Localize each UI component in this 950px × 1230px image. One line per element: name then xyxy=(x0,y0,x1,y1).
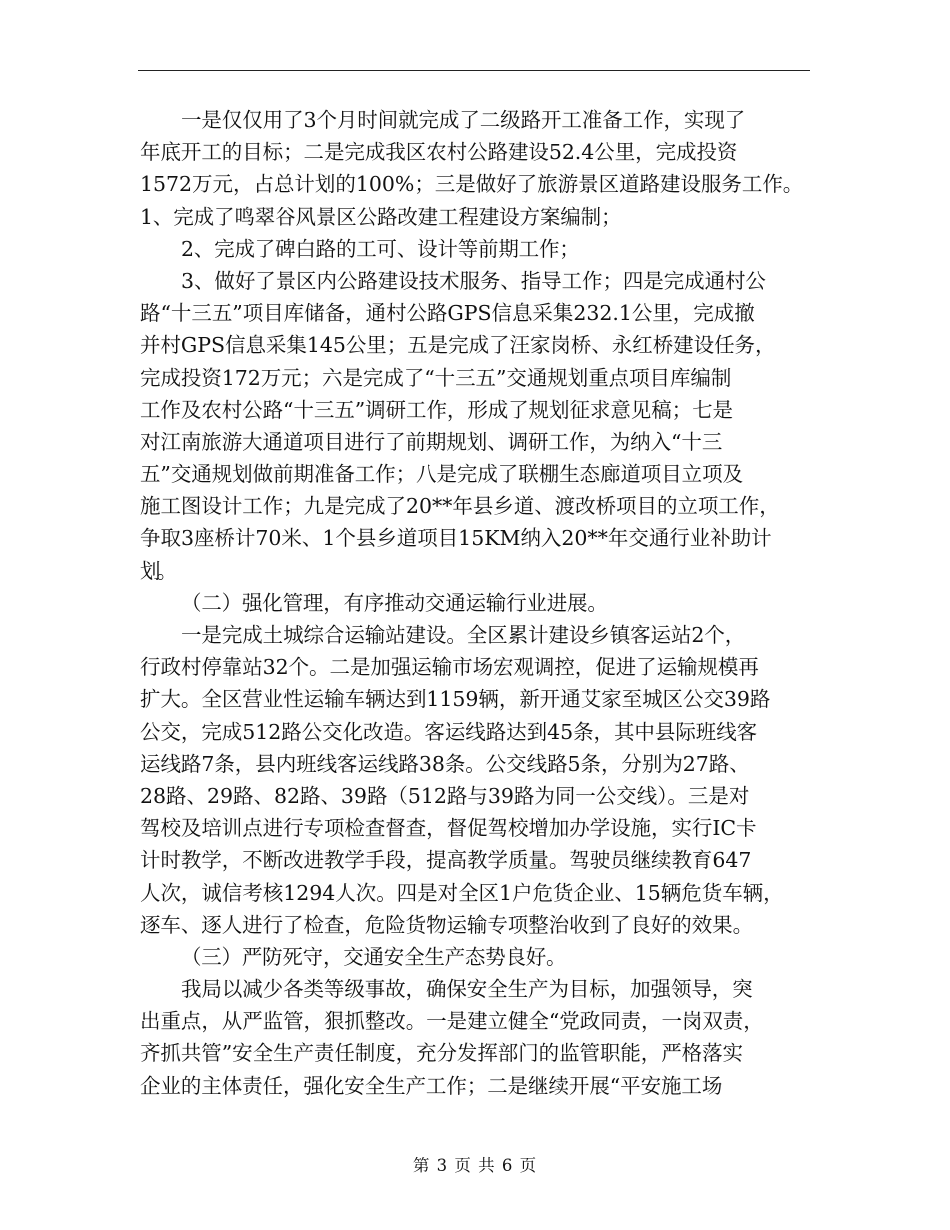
text-line: 争取3座桥计70米、1个县乡道项目15KM纳入20**年交通行业补助计 xyxy=(140,526,772,551)
document-body xyxy=(140,104,820,1102)
text-line: 并村GPS信息采集145公里；五是完成了汪家岗桥、永红桥建设任务， xyxy=(140,333,776,358)
text-line: 人次，诚信考核1294人次。四是对全区1户危货企业、15辆危货车辆， xyxy=(140,880,784,905)
text-line: 一是完成土城综合运输站建设。全区累计建设乡镇客运站2个， xyxy=(181,623,746,647)
text-line: 逐车、逐人进行了检查，危险货物运输专项整治收到了良好的效果。 xyxy=(140,912,753,937)
text-line: 3、做好了景区内公路建设技术服务、指导工作；四是完成通村公 xyxy=(181,268,766,293)
text-line: 五”交通规划做前期准备工作；八是完成了联棚生态廊道项目立项及 xyxy=(140,462,743,487)
text-line: （三）严防死守，交通安全生产态势良好。 xyxy=(181,944,567,969)
header-rule xyxy=(138,70,810,71)
text-line: 我局以减少各类等级事故，确保安全生产为目标，加强领导，突 xyxy=(181,977,753,1002)
text-line: 2、完成了碑白路的工可、设计等前期工作； xyxy=(181,236,580,261)
text-line: 路“十三五”项目库储备，通村公路GPS信息采集232.1公里，完成撤 xyxy=(140,301,755,326)
text-line: 对江南旅游大通道项目进行了前期规划、调研工作，为纳入“十三 xyxy=(140,429,723,454)
text-line: 齐抓共管”安全生产责任制度，充分发挥部门的监管职能，严格落实 xyxy=(140,1041,743,1066)
text-line: 出重点，从严监管，狠抓整改。一是建立健全“党政同责，一岗双责， xyxy=(140,1009,764,1034)
text-line: 企业的主体责任，强化安全生产工作；二是继续开展“平安施工场 xyxy=(140,1073,723,1098)
text-line: 完成投资172万元；六是完成了“十三五”交通规划重点项目库编制 xyxy=(140,365,732,390)
text-line: 一是仅仅用了3个月时间就完成了二级路开工准备工作，实现了 xyxy=(181,108,746,132)
text-line: 划。 xyxy=(140,558,174,583)
text-line: 年底开工的目标；二是完成我区农村公路建设52.4公里，完成投资 xyxy=(140,140,738,165)
page-number-footer: 第 3 页 共 6 页 xyxy=(412,1156,538,1175)
text-line: 1、完成了鸣翠谷风景区公路改建工程建设方案编制； xyxy=(140,204,622,229)
text-line: 驾校及培训点进行专项检查督查，督促驾校增加办学设施，实行IC卡 xyxy=(140,816,757,841)
text-line: 公交，完成512路公交化改造。客运线路达到45条，其中县际班线客 xyxy=(140,719,758,744)
text-line: （二）强化管理，有序推动交通运输行业进展。 xyxy=(181,590,608,615)
text-line: 工作及农村公路“十三五”调研工作，形成了规划征求意见稿；七是 xyxy=(140,397,733,422)
text-line: 计时教学，不断改进教学手段，提高教学质量。驾驶员继续教育647 xyxy=(140,848,752,873)
text-line: 行政村停靠站32个。二是加强运输市场宏观调控，促进了运输规模再 xyxy=(140,655,759,680)
text-line: 运线路7条，县内班线客运线路38条。公交线路5条，分别为27路、 xyxy=(140,751,750,776)
text-line: 1572万元，占总计划的100%；三是做好了旅游景区道路建设服务工作。 xyxy=(140,172,804,197)
text-line: 施工图设计工作；九是完成了20**年县乡道、渡改桥项目的立项工作， xyxy=(140,494,780,519)
text-line: 扩大。全区营业性运输车辆达到1159辆，新开通艾家至城区公交39路 xyxy=(140,687,771,712)
text-line: 28路、29路、82路、39路（512路与39路为同一公交线）。三是对 xyxy=(140,783,750,808)
